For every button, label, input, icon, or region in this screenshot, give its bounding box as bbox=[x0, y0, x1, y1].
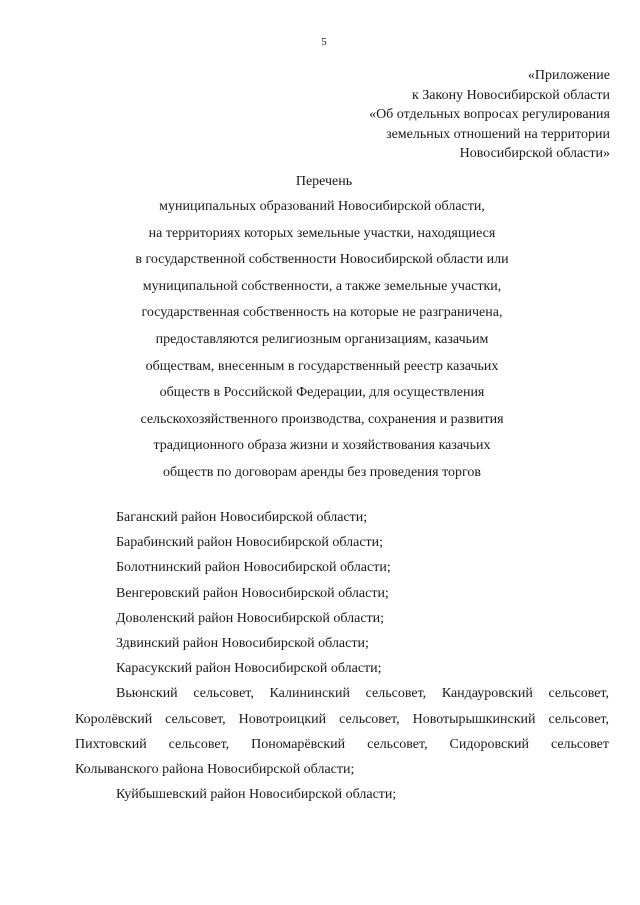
list-item: Барабинский район Новосибирской области; bbox=[116, 535, 384, 551]
appendix-line: Новосибирской области» bbox=[459, 146, 610, 161]
subtitle-line: сельскохозяйственного производства, сохранения и развития bbox=[140, 411, 504, 427]
appendix-line: «Приложение bbox=[527, 68, 610, 83]
subtitle-line: государственная собственность на которые не разграничена, bbox=[141, 305, 503, 321]
subtitle-line: на территориях которых земельные участки, находящиеся bbox=[148, 225, 496, 241]
municipality-list bbox=[75, 505, 609, 807]
list-item: Доволенский район Новосибирской области; bbox=[116, 610, 385, 626]
kolyvan-line: Колыванского района Новосибирской области; bbox=[75, 762, 355, 778]
subtitle-line: в государственной собственности Новосибирской области или bbox=[135, 252, 509, 268]
kolyvan-line: Пихтовский сельсовет, Пономарёвский сельсовет, Сидоровский сельсовет bbox=[75, 736, 609, 752]
list-item: Венгеровский район Новосибирской области; bbox=[116, 585, 389, 601]
subtitle-line: муниципальной собственности, а также земельные участки, bbox=[142, 278, 502, 294]
list-item: Баганский район Новосибирской области; bbox=[116, 510, 368, 525]
appendix-line: «Об отдельных вопросах регулирования bbox=[369, 107, 610, 122]
subtitle-line: обществ в Российской Федерации, для осуществления bbox=[159, 385, 485, 401]
document-subtitle bbox=[2, 194, 640, 487]
subtitle-line: предоставляются религиозным организациям, казачьим bbox=[155, 331, 489, 347]
document-title: Перечень bbox=[295, 174, 353, 189]
subtitle-line: обществам, внесенным в государственный реестр казачьих bbox=[145, 358, 499, 374]
appendix-header bbox=[369, 66, 610, 164]
appendix-line: к Закону Новосибирской области bbox=[411, 87, 610, 103]
subtitle-line: обществ по договорам аренды без проведения торгов bbox=[162, 464, 482, 480]
list-item: Болотнинский район Новосибирской области; bbox=[116, 560, 391, 576]
appendix-line: земельных отношений на территории bbox=[386, 126, 610, 142]
subtitle-line: муниципальных образований Новосибирской области, bbox=[159, 199, 485, 214]
subtitle-line: традиционного образа жизни и хозяйствования казачьих bbox=[153, 438, 491, 454]
list-item: Куйбышевский район Новосибирской области; bbox=[116, 787, 397, 803]
kolyvan-line: Королёвский сельсовет, Новотроицкий сельсовет, Новотырышкинский сельсовет, bbox=[75, 711, 609, 727]
page-number: 5 bbox=[321, 36, 327, 48]
list-item: Карасукский район Новосибирской области; bbox=[116, 661, 382, 677]
kolyvan-line: Вьюнский сельсовет, Калининский сельсовет, Кандауровский сельсовет, bbox=[116, 686, 609, 702]
list-item-kolyvan bbox=[75, 681, 609, 782]
list-item: Здвинский район Новосибирской области; bbox=[116, 636, 369, 652]
